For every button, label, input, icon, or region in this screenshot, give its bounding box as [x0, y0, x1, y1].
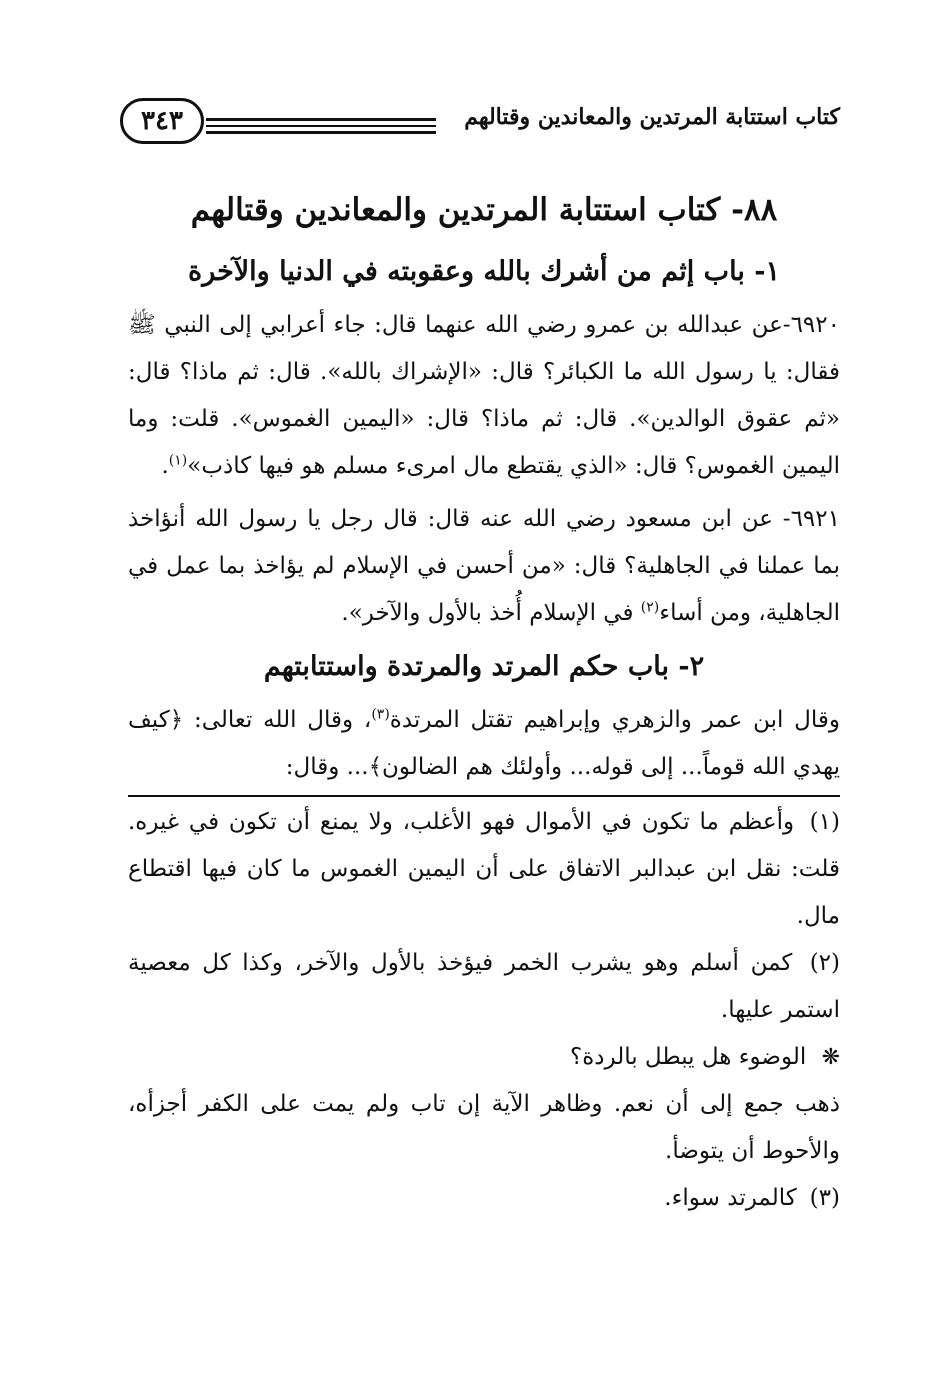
book-title: ٨٨- كتاب استتابة المرتدين والمعاندين وقتالهم: [190, 192, 778, 228]
footnote-text: وأعظم ما تكون في الأموال فهو الأغلب، ولا يمنع أن تكون في غيره. قلت: نقل ابن عبدالبر الاتفاق على أن اليمين الغموس ما كان فيها اقتطاع مال.: [128, 809, 840, 929]
footnote-text: كالمرتد سواء.: [664, 1185, 797, 1211]
page-header: [120, 96, 840, 152]
asterism-icon: ❋: [821, 1045, 840, 1070]
hadith-6921: [128, 496, 840, 637]
footnotes: [128, 795, 840, 1222]
page-number: ٣٤٣: [120, 98, 204, 144]
hadith-6920: [128, 302, 840, 490]
footnote-ref: (٢): [640, 599, 660, 616]
hadith-text: في الإسلام أُخذ بالأول والآخر».: [341, 600, 641, 626]
note-question-text: الوضوء هل يبطل بالردة؟: [570, 1044, 807, 1070]
footnote-number: (٢): [809, 950, 841, 976]
hadith-end: .: [161, 453, 169, 479]
footnote-number: (١): [809, 809, 840, 835]
footnote-text: كمن أسلم وهو يشرب الخمر فيؤخذ بالأول والآخر، وكذا كل معصية استمر عليها.: [128, 950, 840, 1023]
footnote-ref: (١): [168, 452, 188, 469]
header-rule: [206, 118, 436, 121]
note-answer: ذهب جمع إلى أن نعم. وظاهر الآية إن تاب ولم يمت على الكفر أجزأه، والأحوط أن يتوضأ.: [128, 1091, 840, 1164]
footnote-number: (٣): [809, 1185, 840, 1211]
chapter-title: ١- باب إثم من أشرك بالله وعقوبته في الدنيا والآخرة: [188, 256, 780, 287]
footnote-ref: (٣): [371, 706, 390, 723]
chapter-title: ٢- باب حكم المرتد والمرتدة واستتابتهم: [263, 651, 705, 682]
page-body: [128, 178, 840, 1222]
chapter-text: ، وقال الله تعالى: ﴿كيف يهدي الله قوماً... إلى قوله... وأولئك هم الضالون﴾... وقال:: [128, 707, 840, 780]
footnote-3: [128, 1175, 840, 1222]
note-question: [128, 1034, 840, 1081]
footnote-2: [128, 940, 840, 1034]
header-rule: [206, 125, 436, 127]
hadith-text: ٦٩٢١- عن ابن مسعود رضي الله عنه قال: قال رجل يا رسول الله أنؤاخذ بما عملنا في الجاهلية؟ قال: «من أحسن في الإسلام لم يؤاخذ بما عمل في الجاهلية، ومن أساء: [128, 506, 840, 626]
footnote-1: [128, 799, 840, 940]
running-title: كتاب استتابة المرتدين والمعاندين وقتالهم: [464, 104, 840, 130]
hadith-text: ٦٩٢٠-عن عبدالله بن عمرو رضي الله عنهما قال: جاء أعرابي إلى النبي ﷺ فقال: يا رسول الله ما الكبائر؟ قال: «الإشراك بالله». قال: ثم ماذا؟ قال: «ثم عقوق الوالدين». قال: ثم ماذا؟ قال: «اليمين الغموس». قلت: وما اليمين الغموس؟ قال: «الذي يقتطع مال امرىء مسلم هو فيها كاذب»: [128, 312, 840, 479]
chapter-text: وقال ابن عمر والزهري وإبراهيم تقتل المرتدة: [389, 707, 840, 733]
header-rule: [206, 131, 436, 134]
chapter2-text: [128, 697, 840, 791]
